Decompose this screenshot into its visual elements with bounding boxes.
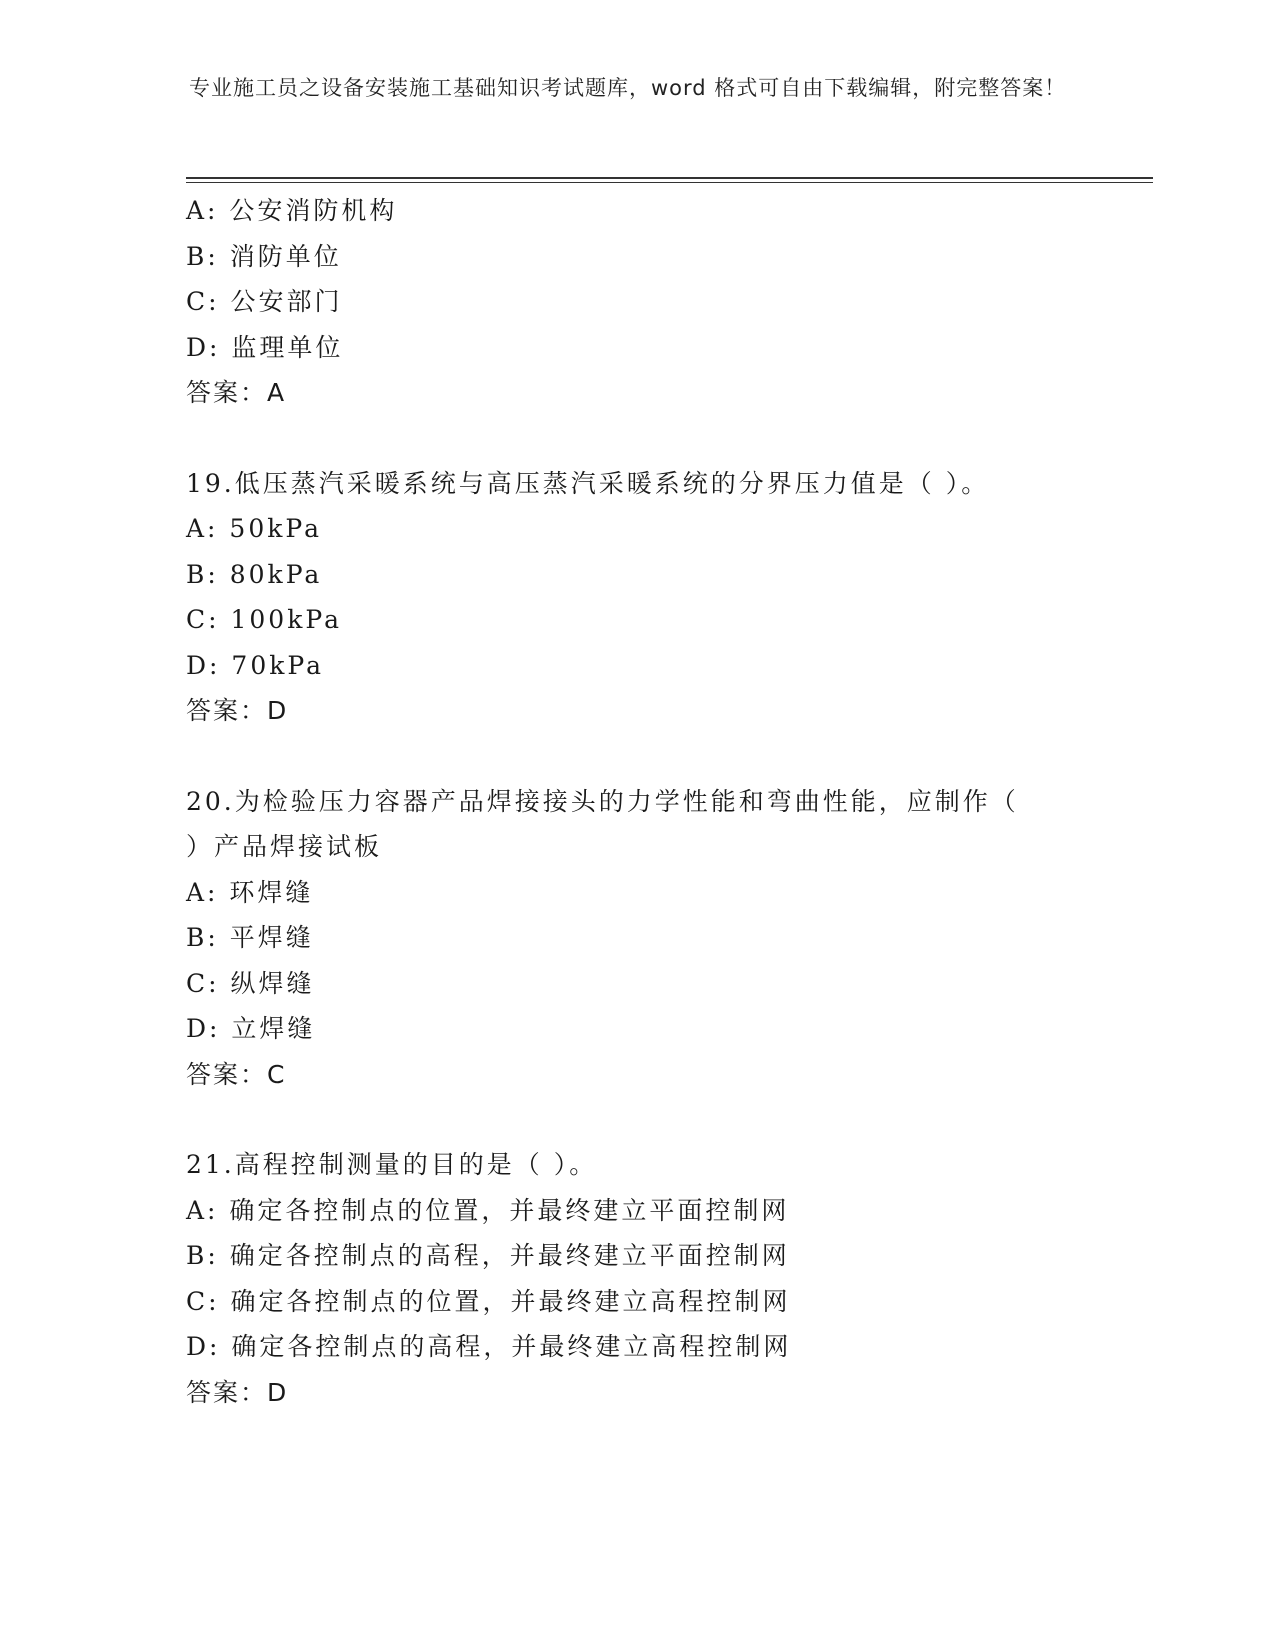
question-stem: 19.低压蒸汽采暖系统与高压蒸汽采暖系统的分界压力值是（ ）。	[186, 468, 990, 498]
question-block-18	[186, 188, 1066, 416]
option-c: C: 公安部门	[186, 287, 343, 316]
question-block-19	[186, 461, 1066, 734]
option-b: B: 确定各控制点的高程，并最终建立平面控制网	[186, 1241, 790, 1270]
option-c: C: 100kPa	[186, 605, 342, 634]
question-stem-line-1: 20.为检验压力容器产品焊接接头的力学性能和弯曲性能，应制作（	[186, 786, 1019, 816]
document-header: 专业施工员之设备安装施工基础知识考试题库，word 格式可自由下载编辑，附完整答案！	[189, 76, 1067, 100]
option-b: B: 平焊缝	[186, 923, 314, 952]
question-block-20	[186, 779, 1066, 1098]
question-stem: 21.高程控制测量的目的是（ ）。	[186, 1150, 598, 1179]
answer-line: 答案：D	[186, 1377, 289, 1407]
answer-line: 答案：C	[186, 1059, 287, 1089]
option-a: A: 公安消防机构	[186, 196, 398, 225]
spacer	[186, 1097, 1066, 1142]
option-a: A: 50kPa	[186, 514, 322, 543]
option-d: D: 70kPa	[186, 650, 324, 680]
option-b: B: 80kPa	[186, 559, 323, 589]
option-a: A: 环焊缝	[186, 877, 314, 907]
question-stem-line-2: ）产品焊接试板	[186, 832, 383, 861]
answer-line: 答案：D	[186, 696, 289, 725]
spacer	[186, 734, 1066, 779]
option-a: A: 确定各控制点的位置，并最终建立平面控制网	[186, 1195, 790, 1225]
option-d: D: 立焊缝	[186, 1014, 316, 1043]
option-c: C: 确定各控制点的位置，并最终建立高程控制网	[186, 1286, 791, 1316]
option-d: D: 确定各控制点的高程，并最终建立高程控制网	[186, 1332, 792, 1361]
answer-line: 答案：A	[186, 378, 287, 407]
option-d: D: 监理单位	[186, 332, 344, 362]
question-content	[186, 188, 1066, 1415]
spacer	[186, 416, 1066, 461]
option-c: C: 纵焊缝	[186, 968, 315, 998]
header-rule-thick	[186, 177, 1153, 179]
option-b: B: 消防单位	[186, 241, 342, 271]
question-block-21	[186, 1142, 1066, 1415]
header-rule-thin	[186, 182, 1153, 183]
